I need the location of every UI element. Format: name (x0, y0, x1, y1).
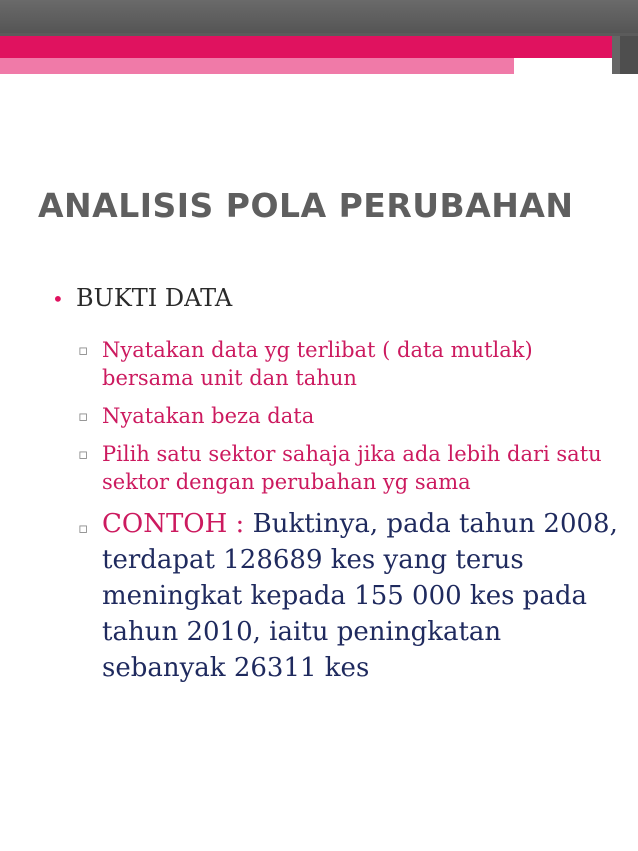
header-bar-gray (0, 0, 638, 36)
sub-bullet-item (78, 440, 618, 496)
bullet-dot-icon: • (52, 287, 64, 311)
sub-bullet-text: Nyatakan data yg terlibat ( data mutlak) bersama unit dan tahun (102, 338, 533, 390)
sub-bullet-item (78, 402, 618, 430)
example-bullet-item (78, 506, 618, 686)
square-bullet-icon: ▫ (78, 519, 89, 537)
square-bullet-icon: ▫ (78, 445, 89, 463)
example-text: Buktinya, pada tahun 2008, terdapat 128689 kes yang terus meningkat kepada 155 000 kes pada tahun 2010, iaitu peningkatan sebanyak 26311 kes (102, 509, 618, 683)
slide-title: ANALISIS POLA PERUBAHAN (38, 186, 574, 225)
sub-bullet-item (78, 336, 618, 392)
header-bar-pink-light (0, 58, 514, 74)
sub-bullet-list (78, 336, 618, 696)
sub-bullet-text: Nyatakan beza data (102, 404, 315, 428)
header-corner-edge (620, 36, 638, 74)
square-bullet-icon: ▫ (78, 341, 89, 359)
square-bullet-icon: ▫ (78, 407, 89, 425)
header-bar-pink (0, 36, 638, 58)
sub-bullet-text: Pilih satu sektor sahaja jika ada lebih dari satu sektor dengan perubahan yg sama (102, 442, 602, 494)
example-label: CONTOH : (102, 509, 245, 539)
main-bullet-text: BUKTI DATA (76, 284, 233, 312)
main-bullet (52, 284, 232, 312)
header-bar-gray-inner (0, 0, 638, 33)
